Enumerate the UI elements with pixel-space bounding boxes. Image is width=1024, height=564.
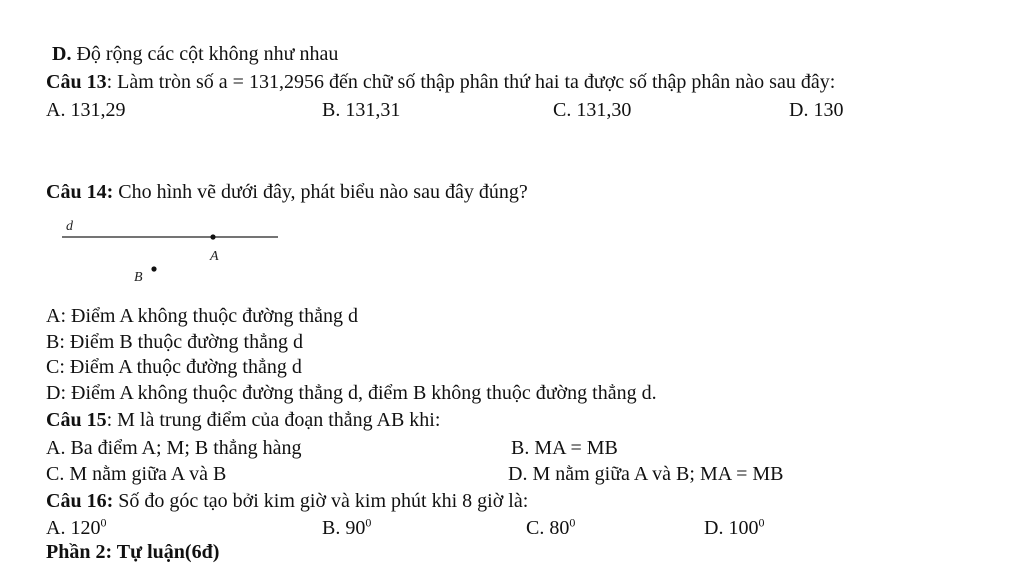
q15-option-b: B. MA = MB <box>511 437 618 459</box>
degree-sup: 0 <box>758 515 765 530</box>
q13-option-b: B. 131,31 <box>322 99 401 121</box>
q16-option-c <box>526 516 575 540</box>
q14-option-a: A: Điểm A không thuộc đường thẳng d <box>46 305 358 327</box>
q16-option-a <box>46 516 106 540</box>
option-value: 100 <box>728 517 759 539</box>
option-prefix: B. <box>322 517 346 539</box>
q14-option-c: C: Điểm A thuộc đường thẳng d <box>46 356 302 378</box>
question-text: Số đo góc tạo bởi kim giờ và kim phút khi 8 giờ là: <box>113 490 529 512</box>
point-b-label: B <box>134 270 143 285</box>
q16-option-b <box>322 516 371 540</box>
q14-option-b: B: Điểm B thuộc đường thẳng d <box>46 331 303 353</box>
q14-option-d: D: Điểm A không thuộc đường thẳng d, điểm B không thuộc đường thẳng d. <box>46 382 657 404</box>
section-heading-cutoff: Phần 2: Tự luận(6đ) <box>46 541 220 563</box>
question-text: : M là trung điểm của đoạn thẳng AB khi: <box>106 409 441 431</box>
option-prefix: A. <box>46 517 71 539</box>
q13-option-d: D. 130 <box>789 99 844 121</box>
question-16 <box>46 489 528 513</box>
q15-option-d: D. M nằm giữa A và B; MA = MB <box>508 463 784 485</box>
question-label: Câu 13 <box>46 71 107 93</box>
degree-sup: 0 <box>365 515 372 530</box>
q13-option-c: C. 131,30 <box>553 99 632 121</box>
question-label: Câu 14: <box>46 181 114 203</box>
point-a-label: A <box>210 249 219 264</box>
line-d-label: d <box>66 219 73 234</box>
option-value: 120 <box>70 517 101 539</box>
degree-sup: 0 <box>100 515 107 530</box>
question-15 <box>46 408 440 432</box>
option-prefix: D. <box>704 517 729 539</box>
degree-sup: 0 <box>569 515 576 530</box>
q16-option-d <box>704 516 764 540</box>
option-prefix: C. <box>526 517 550 539</box>
question-label: Câu 15 <box>46 409 107 431</box>
option-value: 80 <box>549 517 570 539</box>
point-a <box>210 234 215 239</box>
option-label: D. <box>52 43 72 65</box>
q15-option-a: A. Ba điểm A; M; B thẳng hàng <box>46 437 302 459</box>
question-text: Cho hình vẽ dưới đây, phát biểu nào sau đây đúng? <box>113 181 528 203</box>
point-b <box>151 266 156 271</box>
q15-option-c: C. M nằm giữa A và B <box>46 463 227 485</box>
q13-option-a: A. 131,29 <box>46 99 126 121</box>
question-label: Câu 16: <box>46 490 114 512</box>
question-text: : Làm tròn số a = 131,2956 đến chữ số thập phân thứ hai ta được số thập phân nào sau đây: <box>106 71 836 93</box>
option-text: Độ rộng các cột không như nhau <box>71 43 339 65</box>
option-value: 90 <box>345 517 366 539</box>
